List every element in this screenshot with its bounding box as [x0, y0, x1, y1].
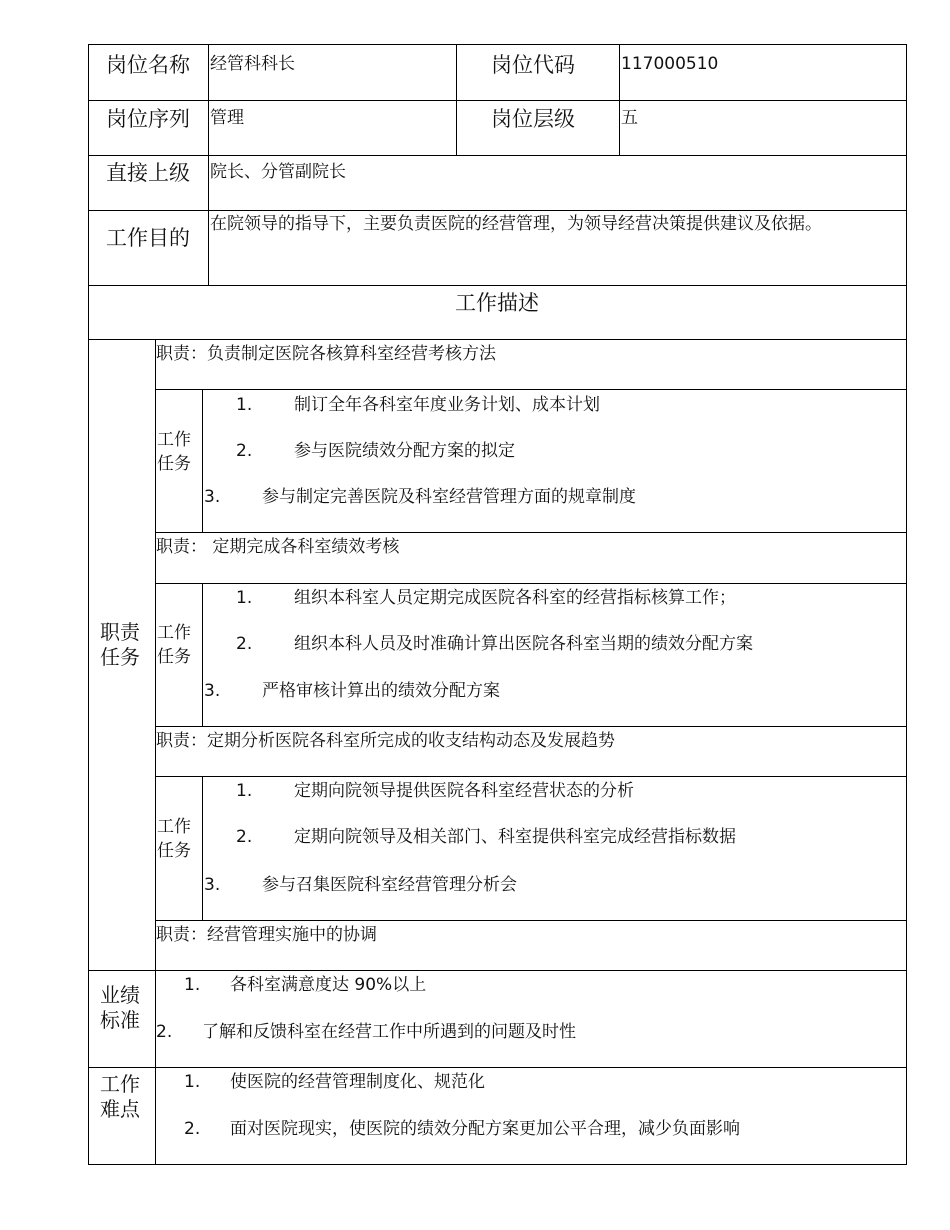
table-line: [155, 389, 907, 390]
table-line: [88, 155, 907, 156]
task-item: 1. 组织本科室人员定期完成医院各科室的经营指标核算工作；: [236, 588, 736, 608]
table-line: [208, 44, 209, 285]
performance-item: 1. 各科室满意度达 90%以上: [184, 975, 427, 995]
position-series-value: 管理: [210, 108, 244, 128]
table-line: [155, 532, 907, 533]
table-line: [202, 583, 203, 726]
table-line: [155, 726, 907, 727]
duty-title: 职责：负责制定医院各核算科室经营考核方法: [156, 344, 496, 364]
task-side-label: 工作 任务: [157, 430, 191, 474]
table-line: [88, 1164, 907, 1165]
table-line: [88, 44, 89, 1165]
performance-item: 2. 了解和反馈科室在经营工作中所遇到的问题及时性: [156, 1022, 576, 1042]
position-level-value: 五: [621, 108, 638, 128]
task-item: 3. 严格审核计算出的绩效分配方案: [204, 681, 500, 701]
duty-title: 职责：定期分析医院各科室所完成的收支结构动态及发展趋势: [156, 731, 615, 751]
table-line: [88, 100, 907, 101]
table-line: [155, 920, 907, 921]
table-line: [88, 339, 907, 340]
task-item: 2. 定期向院领导及相关部门、科室提供科室完成经营指标数据: [236, 827, 736, 847]
table-line: [619, 44, 620, 155]
duty-title: 职责：经营管理实施中的协调: [156, 925, 377, 945]
purpose-value: 在院领导的指导下，主要负责医院的经营管理，为领导经营决策提供建议及依据。: [210, 214, 822, 234]
purpose-label: 工作目的: [106, 226, 190, 250]
task-item: 3. 参与制定完善医院及科室经营管理方面的规章制度: [204, 487, 636, 507]
table-line: [88, 44, 907, 45]
table-line: [906, 44, 907, 1165]
position-name-label: 岗位名称: [106, 53, 190, 77]
task-item: 1. 定期向院领导提供医院各科室经营状态的分析: [236, 781, 634, 801]
table-line: [88, 210, 907, 211]
section-title: 工作描述: [455, 291, 539, 315]
position-code-label: 岗位代码: [491, 53, 575, 77]
difficulty-item: 2. 面对医院现实，使医院的绩效分配方案更加公平合理，减少负面影响: [184, 1119, 740, 1139]
table-line: [88, 970, 907, 971]
performance-side-label: 业绩 标准: [100, 983, 140, 1032]
task-item: 3. 参与召集医院科室经营管理分析会: [204, 875, 517, 895]
position-code-value: 117000510: [621, 54, 719, 74]
position-series-label: 岗位序列: [106, 107, 190, 131]
duty-title: 职责： 定期完成各科室绩效考核: [156, 537, 400, 557]
table-line: [202, 389, 203, 532]
task-side-label: 工作 任务: [157, 623, 191, 667]
position-name-value: 经管科科长: [210, 54, 295, 74]
superior-value: 院长、分管副院长: [210, 162, 346, 182]
difficulty-item: 1. 使医院的经营管理制度化、规范化: [184, 1072, 485, 1092]
difficulties-side-label: 工作 难点: [100, 1072, 140, 1121]
task-item: 2. 组织本科人员及时准确计算出医院各科室当期的绩效分配方案: [236, 634, 753, 654]
task-side-label: 工作 任务: [157, 817, 191, 861]
position-level-label: 岗位层级: [491, 107, 575, 131]
task-item: 2. 参与医院绩效分配方案的拟定: [236, 441, 515, 461]
table-line: [456, 44, 457, 155]
superior-label: 直接上级: [106, 161, 190, 185]
task-item: 1. 制订全年各科室年度业务计划、成本计划: [236, 395, 600, 415]
table-line: [155, 583, 907, 584]
table-line: [202, 776, 203, 920]
table-line: [88, 285, 907, 286]
duties-side-label: 职责 任务: [100, 620, 140, 669]
table-line: [88, 1067, 907, 1068]
table-line: [155, 776, 907, 777]
